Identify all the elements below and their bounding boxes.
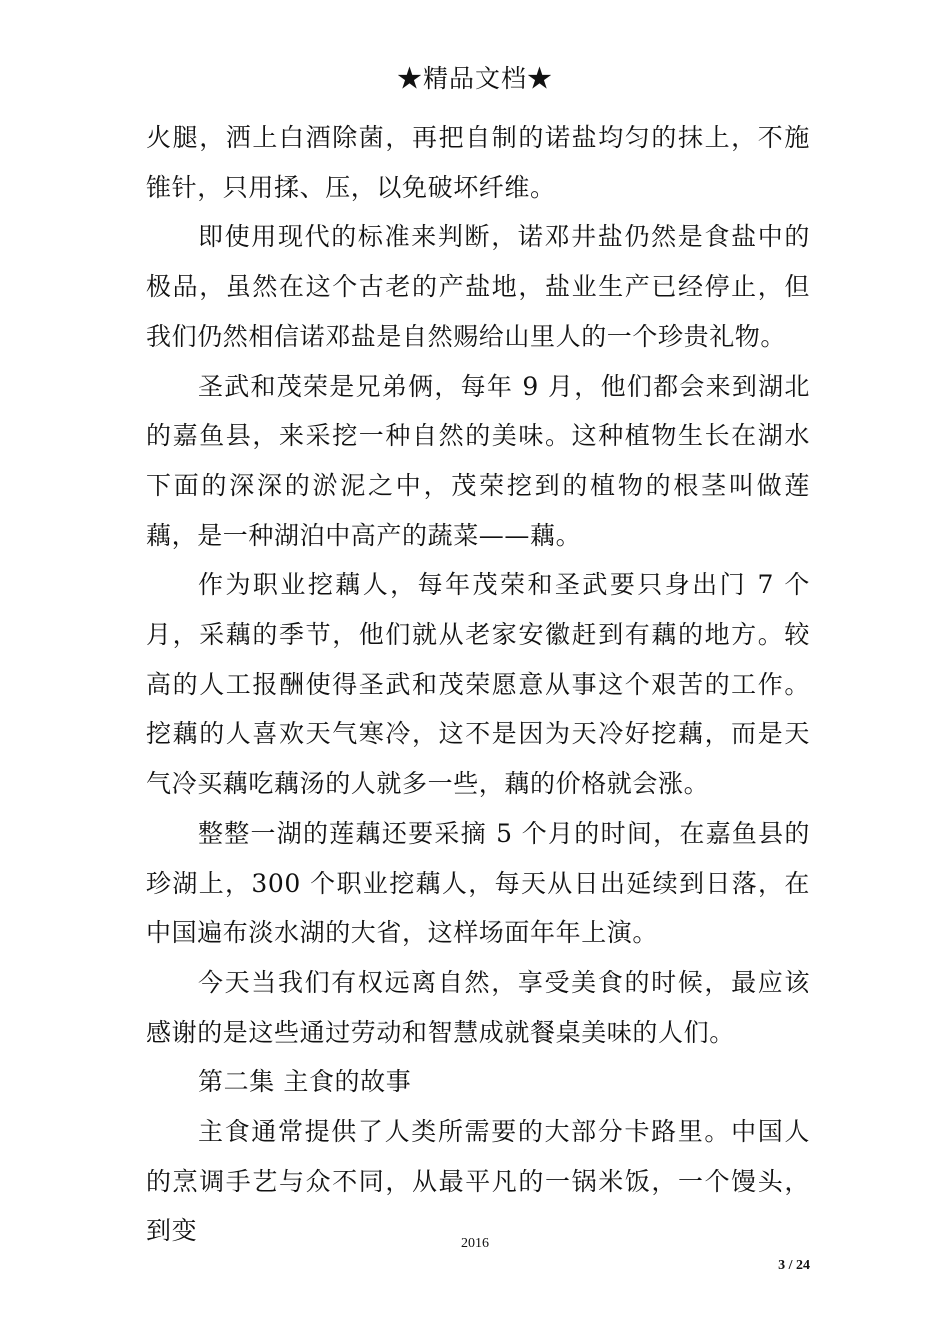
body-paragraph-7: 主食通常提供了人类所需要的大部分卡路里。中国人的烹调手艺与众不同，从最平凡的一锅米饭，一个馒头，到变 — [146, 1117, 810, 1246]
section-heading: 第二集 主食的故事 — [198, 1067, 412, 1097]
page-number: 3 / 24 — [778, 1258, 810, 1273]
footer-year: 2016 — [461, 1236, 489, 1251]
document-body — [146, 113, 810, 1256]
body-paragraph-6: 今天当我们有权远离自然，享受美食的时候，最应该感谢的是这些通过劳动和智慧成就餐桌美味的人们。 — [146, 967, 810, 1047]
body-paragraph-2: 即使用现代的标准来判断，诺邓井盐仍然是食盐中的极品，虽然在这个古老的产盐地，盐业生产已经停止，但我们仍然相信诺邓盐是自然赐给山里人的一个珍贵礼物。 — [146, 222, 810, 351]
body-paragraph-3: 圣武和茂荣是兄弟俩，每年 9 月，他们都会来到湖北的嘉鱼县，来采挖一种自然的美味。这种植物生长在湖水下面的深深的淤泥之中，茂荣挖到的植物的根茎叫做莲藕，是一种湖泊中高产的蔬菜——藕。 — [146, 371, 810, 550]
document-header-title: ★精品文档★ — [396, 64, 553, 93]
body-paragraph-1: 火腿，洒上白酒除菌，再把自制的诺盐均匀的抹上，不施锥针，只用揉、压，以免破坏纤维。 — [146, 123, 810, 202]
body-paragraph-5: 整整一湖的莲藕还要采摘 5 个月的时间，在嘉鱼县的珍湖上，300 个职业挖藕人，每天从日出延续到日落，在中国遍布淡水湖的大省，这样场面年年上演。 — [146, 818, 810, 948]
body-paragraph-4: 作为职业挖藕人，每年茂荣和圣武要只身出门 7 个月，采藕的季节，他们就从老家安徽赶到有藕的地方。较高的人工报酬使得圣武和茂荣愿意从事这个艰苦的工作。挖藕的人喜欢天气寒冷，这不是因为天冷好挖藕，而是天气冷买藕吃藕汤的人就多一些，藕的价格就会涨。 — [146, 570, 810, 799]
